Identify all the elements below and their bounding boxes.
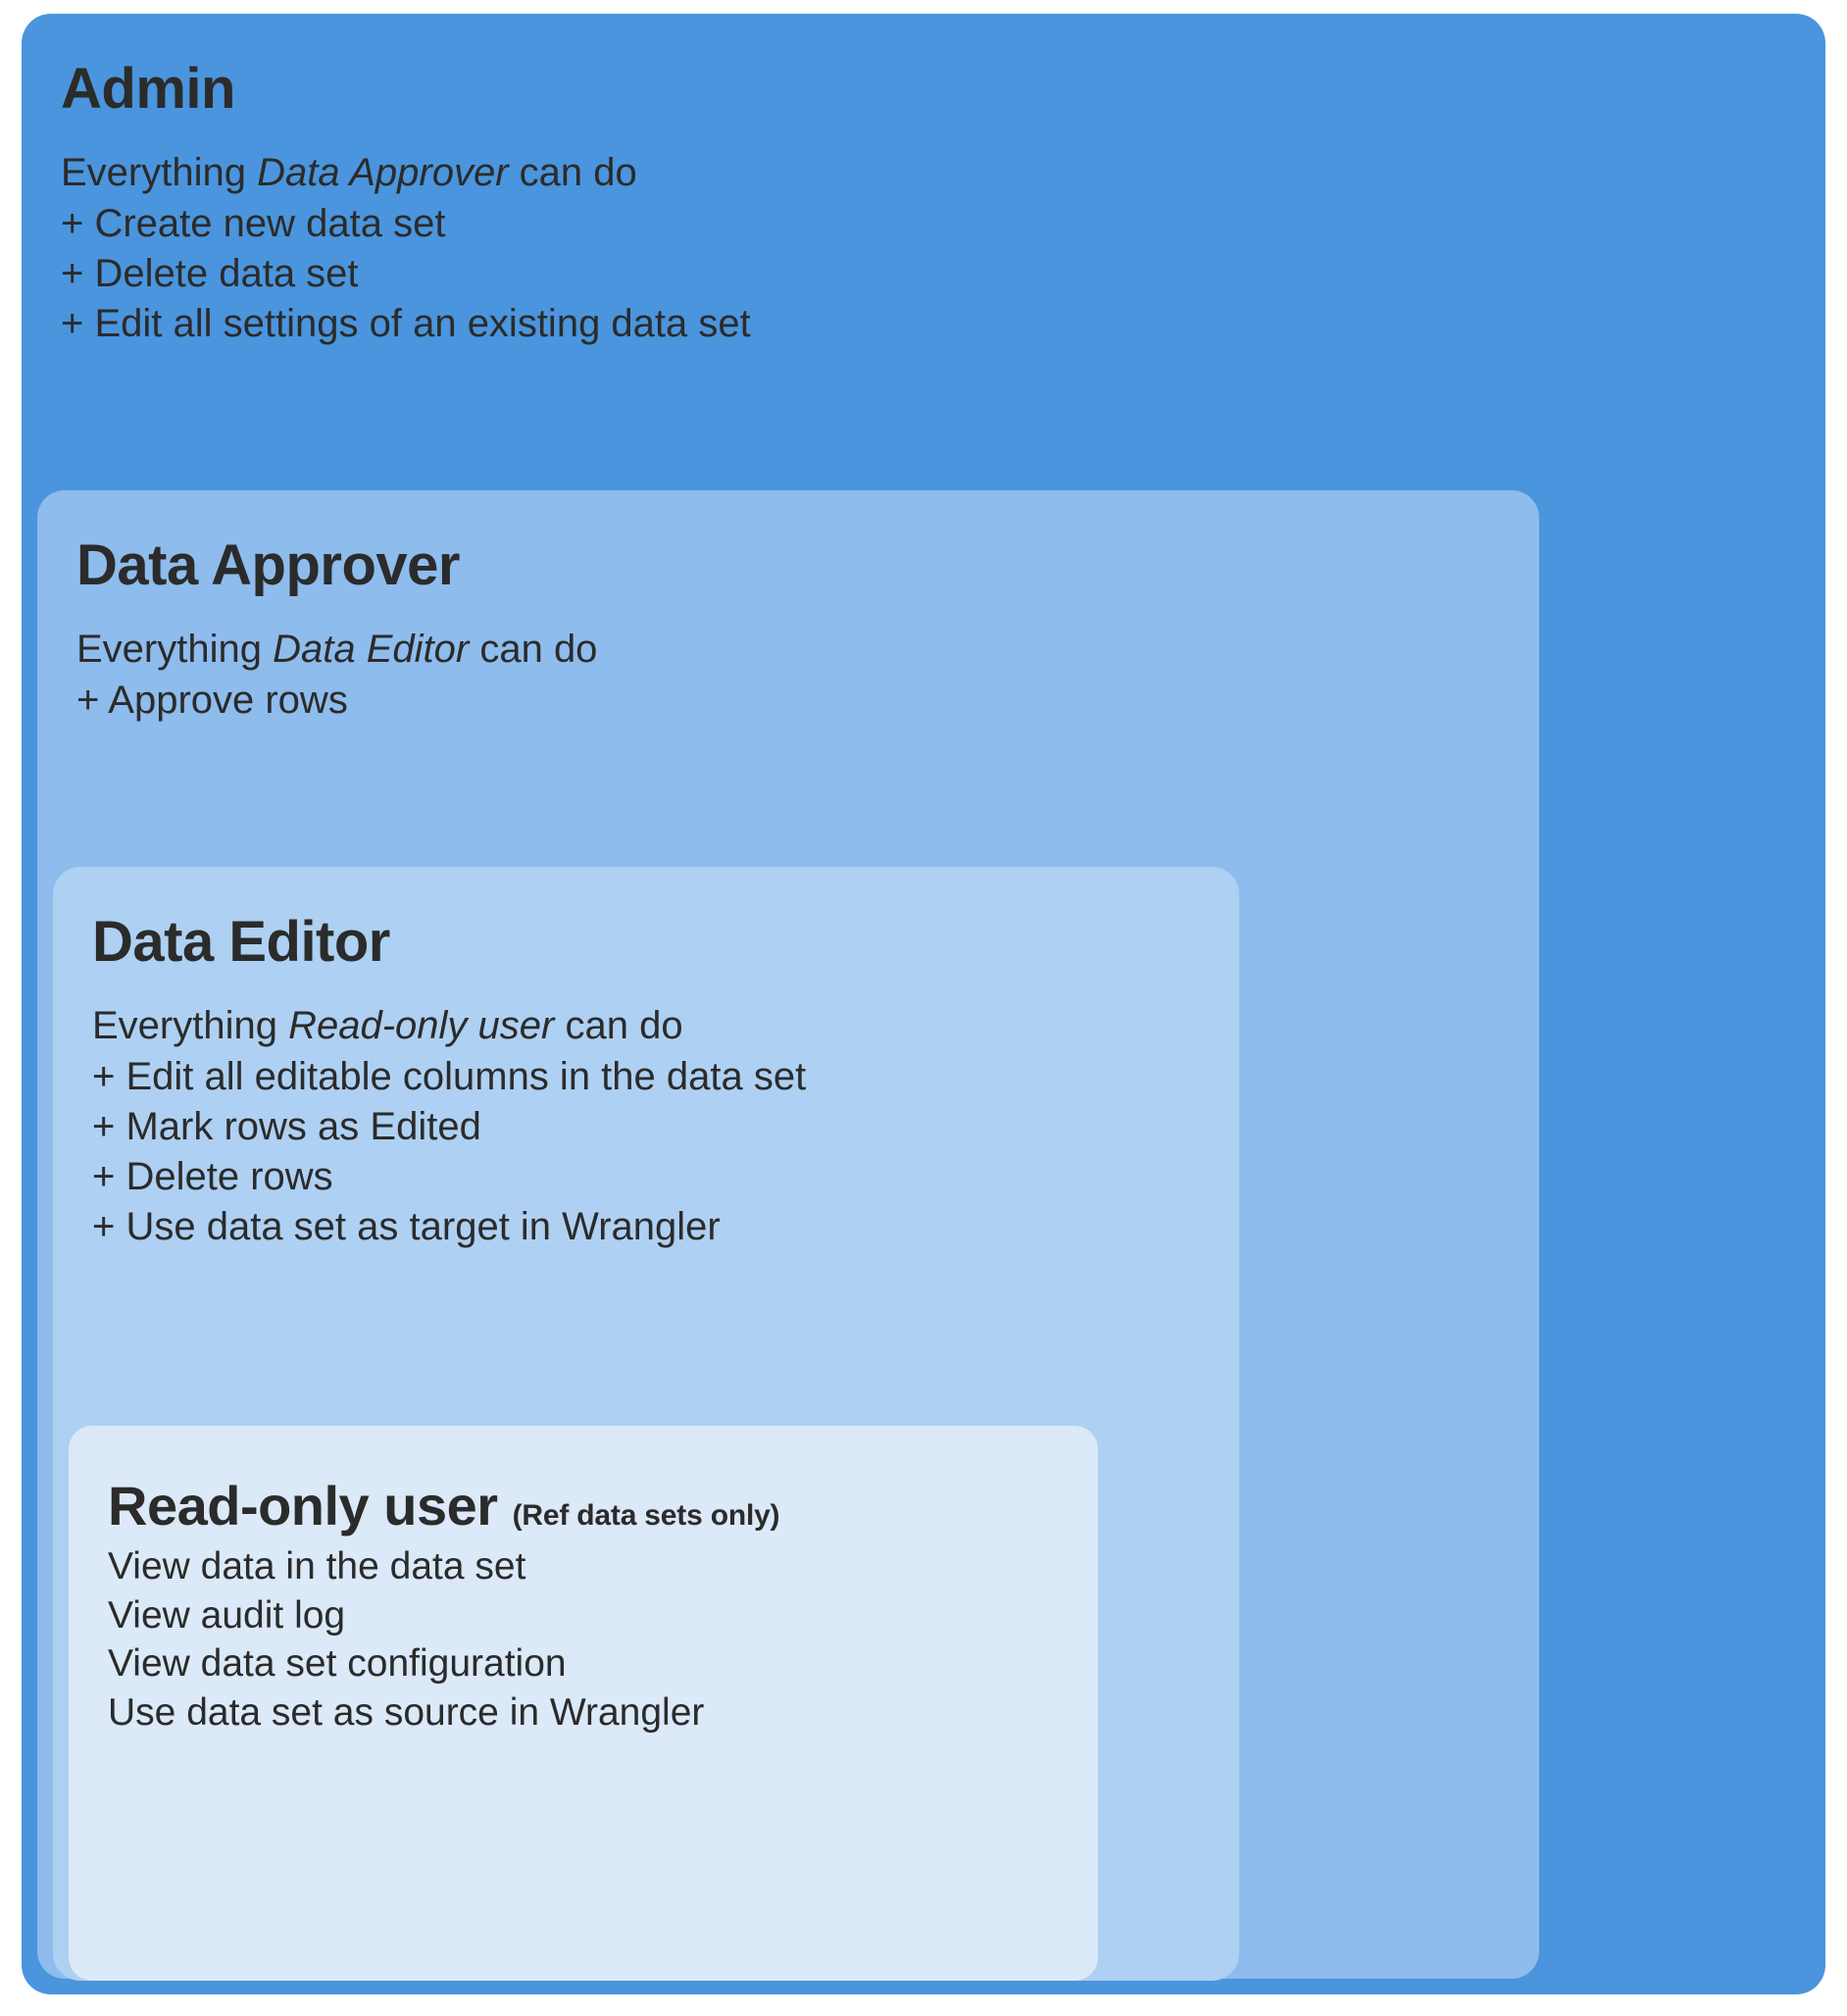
permission-text: Everything (92, 1004, 289, 1048)
role-title-admin: Admin (61, 57, 235, 121)
permission-emphasis: Data Approver (257, 151, 509, 195)
role-title-read-only-user (108, 1477, 1059, 1535)
permission-text: Everything (76, 628, 274, 672)
role-title-text: Read-only user (108, 1475, 498, 1537)
role-box-read-only-user (69, 1426, 1098, 1981)
permission-line: View audit log (108, 1593, 346, 1637)
permission-emphasis: Data Editor (273, 628, 470, 672)
permission-text-suffix: can do (508, 151, 637, 195)
permission-text-suffix: can do (469, 628, 598, 672)
permission-line: + Mark rows as Edited (92, 1104, 481, 1148)
role-title-data-editor: Data Editor (92, 910, 390, 974)
role-permissions-read-only-user (108, 1542, 1059, 1737)
permission-line: + Use data set as target in Wrangler (92, 1205, 721, 1249)
permission-line: + Create new data set (61, 201, 446, 245)
permission-text: Everything (61, 151, 258, 195)
role-title-note: (Ref data sets only) (512, 1499, 780, 1532)
permission-line: + Edit all settings of an existing data set (61, 302, 751, 346)
permission-line: Use data set as source in Wrangler (108, 1690, 705, 1734)
permission-line: + Edit all editable columns in the data set (92, 1054, 807, 1098)
role-permissions-data-approver (76, 625, 1500, 725)
permission-line: View data set configuration (108, 1642, 567, 1686)
permission-line: View data in the data set (108, 1545, 526, 1588)
role-box-admin (22, 14, 1825, 1994)
permission-text-suffix: can do (554, 1004, 683, 1048)
permission-line: + Approve rows (76, 678, 348, 722)
permission-line (76, 625, 1500, 675)
role-permissions-admin (61, 148, 1786, 349)
permission-line: + Delete data set (61, 251, 359, 295)
role-title-data-approver: Data Approver (76, 533, 461, 597)
permission-emphasis: Read-only user (288, 1004, 555, 1048)
permission-line (61, 148, 1786, 198)
permission-line: + Delete rows (92, 1155, 333, 1199)
role-box-data-approver (37, 490, 1539, 1979)
role-box-data-editor (53, 867, 1239, 1981)
role-permissions-data-editor (92, 1001, 1200, 1252)
permission-line (92, 1001, 1200, 1051)
